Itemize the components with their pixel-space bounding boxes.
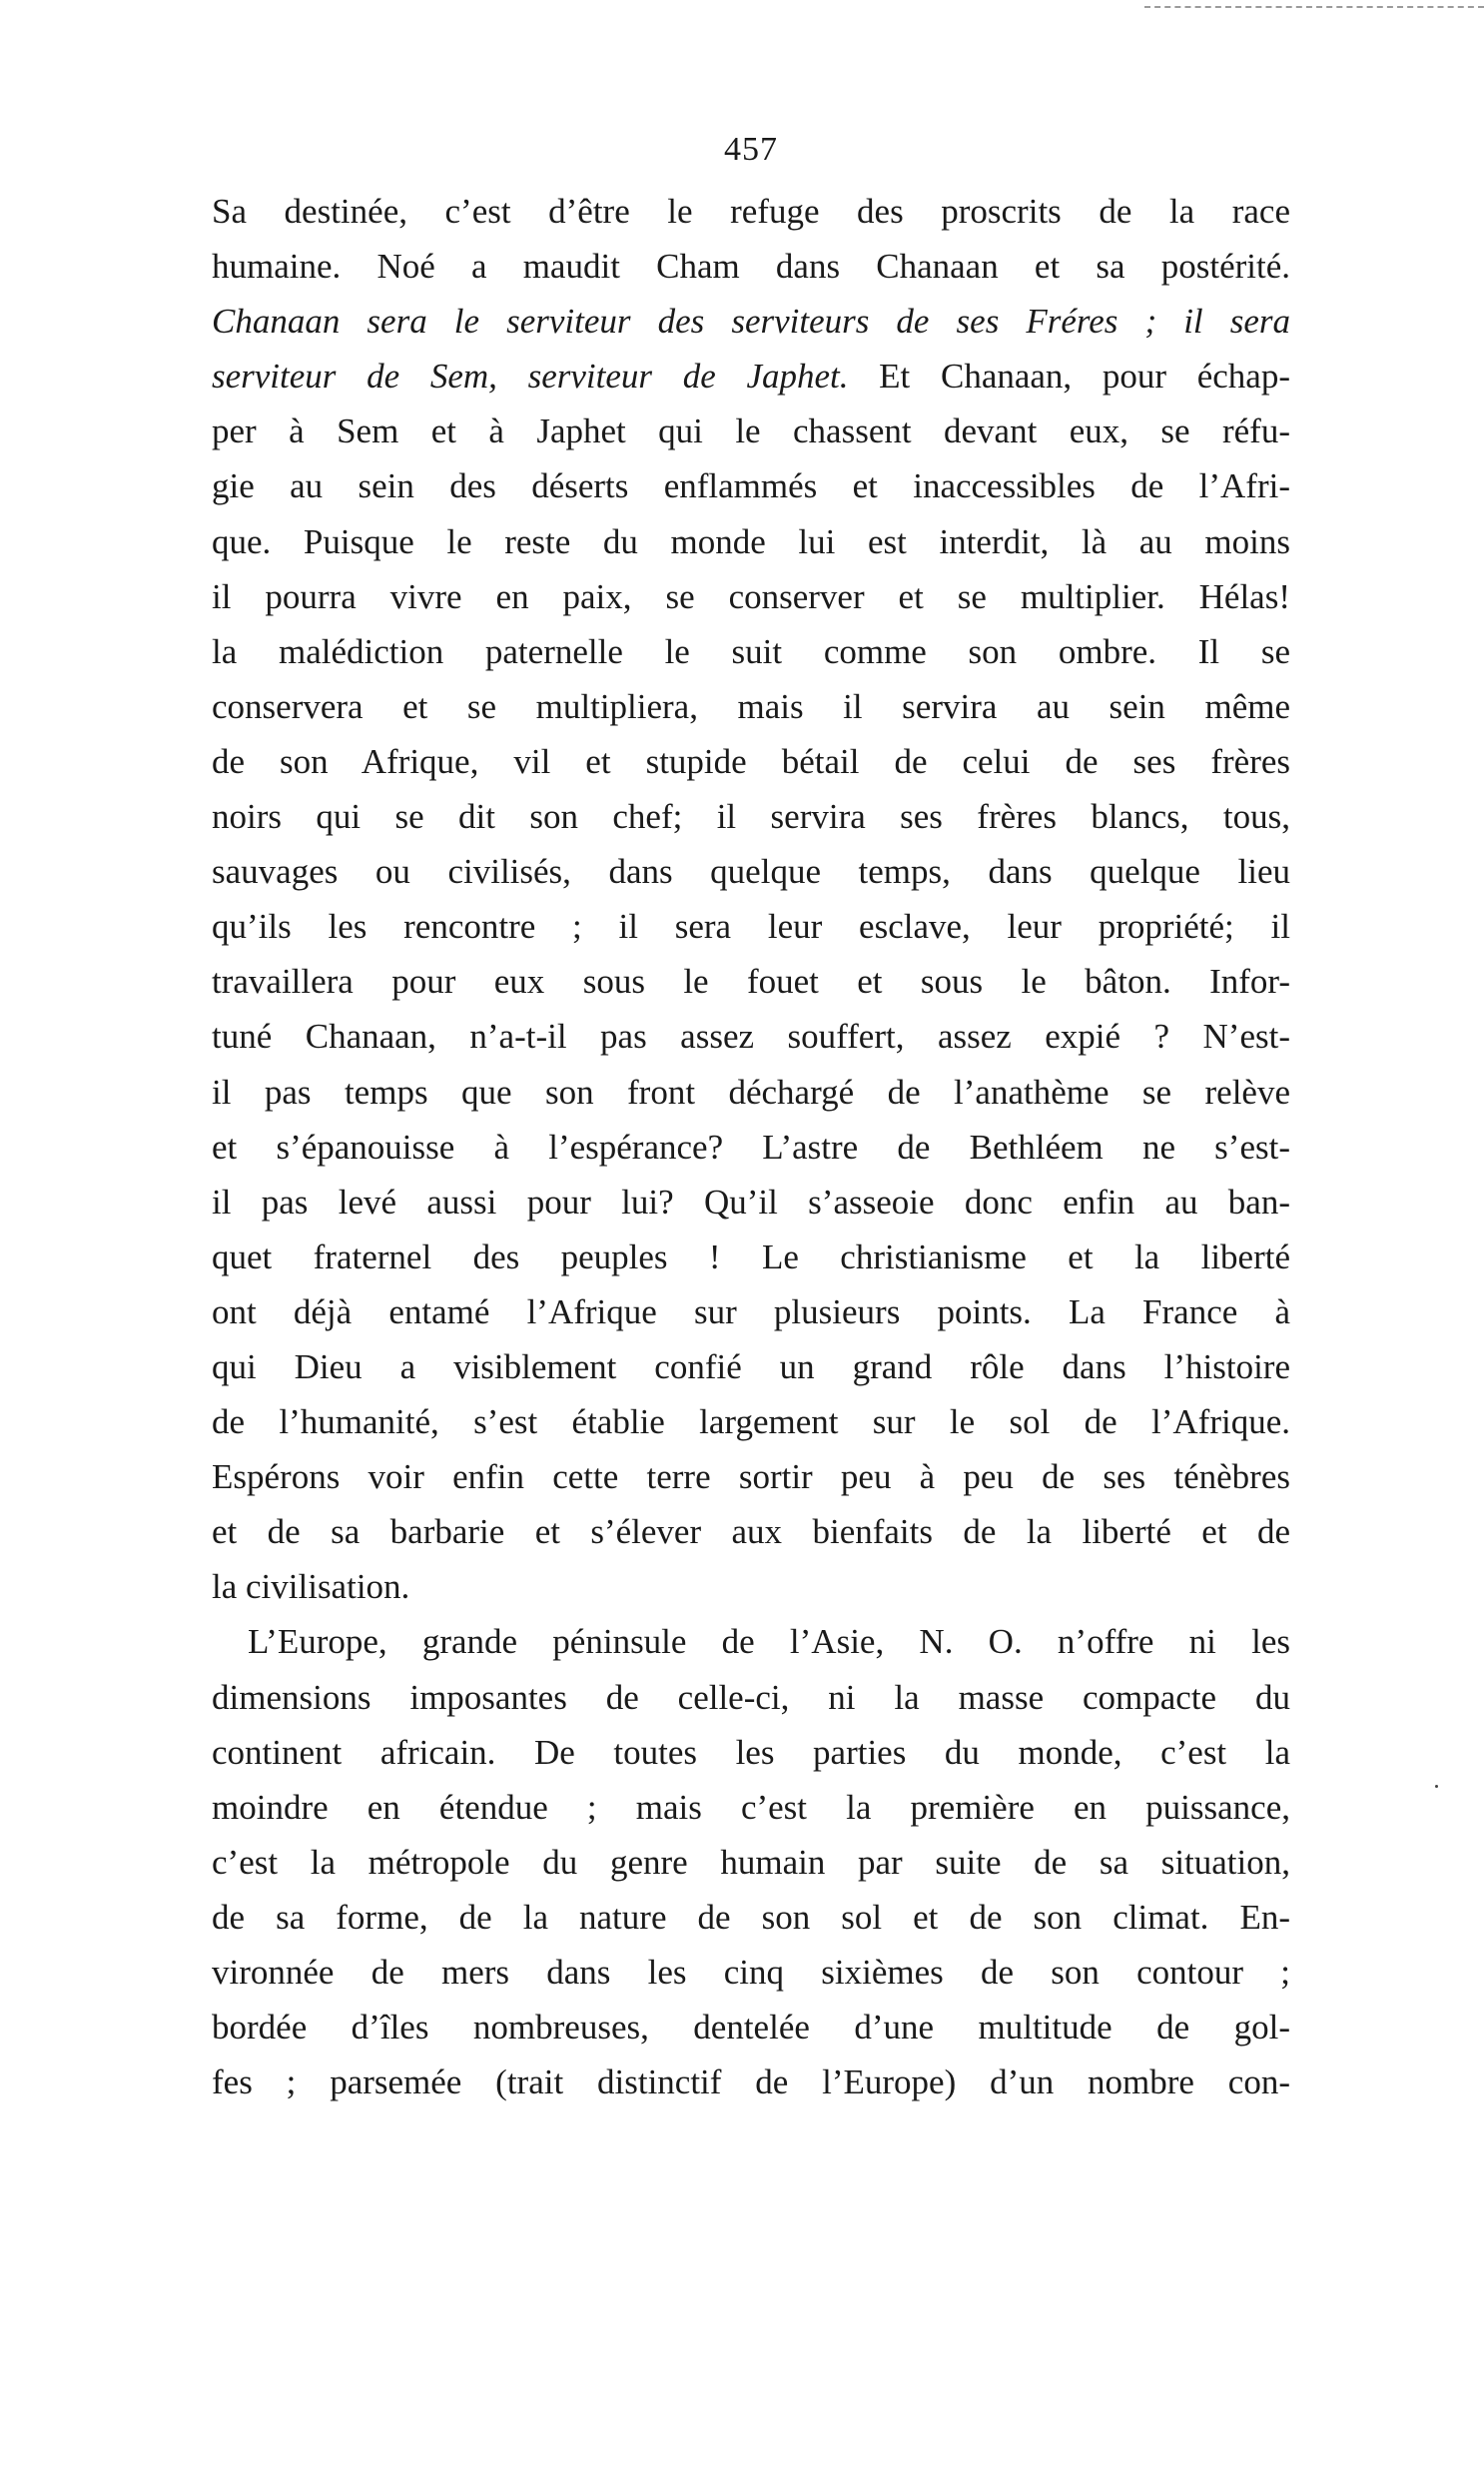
text-line [212,624,1290,679]
line-text: la malédiction paternelle le suit comme son ombre. Il se [212,631,1290,671]
line-text: fes ; parsemée (trait distinctif de l’Europe) d’un nombre con- [212,2062,1290,2102]
line-text: tuné Chanaan, n’a-t-il pas assez souffert, assez expié ? N’est- [212,1017,1290,1057]
line-text: que. Puisque le reste du monde lui est interdit, là au moins [212,521,1290,561]
paragraph-2 [212,1614,1290,2109]
text-line [212,1284,1290,1339]
text-line [212,404,1290,458]
line-text: de sa forme, de la nature de son sol et de son climat. En- [212,1897,1290,1937]
line-text: travaillera pour eux sous le fouet et sous le bâton. Infor- [212,962,1290,1002]
text-line [212,1175,1290,1230]
line-text: qu’ils les rencontre ; il sera leur esclave, leur propriété; il [212,907,1290,947]
line-text: et de sa barbarie et s’élever aux bienfaits de la liberté et de [212,1512,1290,1552]
text-line [212,1339,1290,1394]
text-line [212,1835,1290,1890]
text-line [212,1009,1290,1064]
text-line [212,1394,1290,1449]
text-line [212,184,1290,239]
line-text: il pas levé aussi pour lui? Qu’il s’asseoie donc enfin au ban- [212,1182,1290,1222]
line-text: L’Europe, grande péninsule de l’Asie, N. O. n’offre ni les [248,1622,1290,1662]
text-line [212,1504,1290,1559]
text-line [212,1670,1290,1725]
line-text: Espérons voir enfin cette terre sortir peu à peu de ses ténèbres [212,1457,1290,1497]
line-text: quet fraternel des peuples ! Le christianisme et la liberté [212,1236,1290,1276]
text-line [212,1559,1290,1614]
text-line [212,1780,1290,1835]
text-line [212,734,1290,789]
line-text: qui Dieu a visiblement confié un grand rôle dans l’histoire [212,1346,1290,1386]
line-text: de l’humanité, s’est établie largement sur le sol de l’Afrique. [212,1402,1290,1442]
text-line [212,569,1290,624]
page-number: 457 [724,131,778,168]
line-text: gie au sein des déserts enflammés et inaccessibles de l’Afri- [212,466,1290,506]
line-text: conservera et se multipliera, mais il servira au sein même [212,686,1290,726]
line-text: per à Sem et à Japhet qui le chassent devant eux, se réfu- [212,412,1290,451]
text-line [212,239,1290,294]
line-text: vironnée de mers dans les cinq sixièmes de son contour ; [212,1953,1290,1992]
text-line [212,1120,1290,1175]
text-line [212,294,1290,349]
line-text: la civilisation. [212,1567,410,1607]
line-text: il pas temps que son front déchargé de l’anathème se relève [212,1072,1290,1112]
text-line [212,1230,1290,1284]
text-line [212,1065,1290,1120]
text-line [212,458,1290,513]
text-line [212,789,1290,844]
line-text: moindre en étendue ; mais c’est la première en puissance, [212,1787,1290,1827]
text-line [212,1449,1290,1504]
book-page [212,120,1290,2109]
line-text: et s’épanouisse à l’espérance? L’astre de Bethléem ne s’est- [212,1127,1290,1167]
line-text: Et Chanaan, pour échap- [848,357,1290,397]
line-text: il pourra vivre en paix, se conserver et se multiplier. Hélas! [212,576,1290,616]
line-text: dimensions imposantes de celle-ci, ni la masse compacte du [212,1677,1290,1717]
text-line [212,2055,1290,2109]
paragraph-1 [212,184,1290,1614]
text-line [212,514,1290,569]
text-line [212,899,1290,954]
line-text: continent africain. De toutes les parties du monde, c’est la [212,1732,1290,1772]
text-line [212,844,1290,899]
text-line [212,954,1290,1009]
line-text: humaine. Noé a maudit Cham dans Chanaan et sa postérité. [212,247,1290,287]
text-line [212,1945,1290,2000]
text-line [212,349,1290,404]
line-text: sauvages ou civilisés, dans quelque temps, dans quelque lieu [212,852,1290,892]
italic-text: serviteur de Sem, serviteur de Japhet. [212,357,849,397]
text-line [212,2000,1290,2055]
italic-text: Chanaan sera le serviteur des serviteurs de ses Fréres ; il sera [212,302,1290,342]
line-text: ont déjà entamé l’Afrique sur plusieurs points. La France à [212,1291,1290,1331]
text-line [212,1614,1290,1669]
text-line [212,679,1290,734]
line-text: noirs qui se dit son chef; il servira ses frères blancs, tous, [212,797,1290,837]
scan-edge-line [1144,6,1484,8]
line-text: c’est la métropole du genre humain par suite de sa situation, [212,1842,1290,1882]
text-line [212,1890,1290,1945]
line-text: bordée d’îles nombreuses, dentelée d’une multitude de gol- [212,2008,1290,2048]
text-line [212,1725,1290,1780]
line-text: Sa destinée, c’est d’être le refuge des proscrits de la race [212,192,1290,231]
line-text: de son Afrique, vil et stupide bétail de celui de ses frères [212,741,1290,781]
scan-speck [1435,1785,1438,1788]
